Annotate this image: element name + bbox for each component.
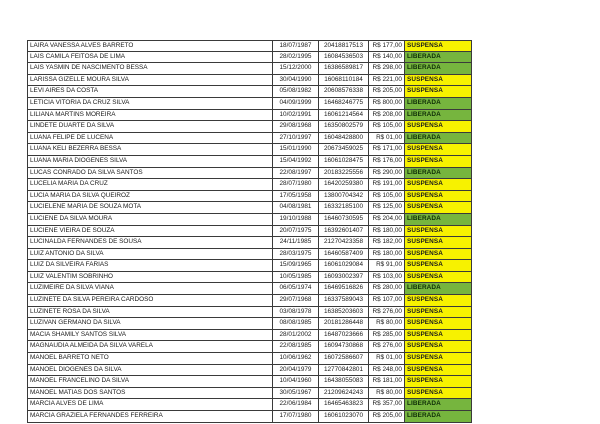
id-number-cell: 16048428800 (318, 133, 368, 144)
status-cell: SUSPENSA (404, 307, 472, 318)
table-row (27, 318, 472, 330)
id-number-cell: 16350802579 (318, 121, 368, 132)
birth-date-cell: 03/08/1978 (272, 307, 318, 318)
birth-date-cell: 28/07/1980 (272, 179, 318, 190)
status-cell: SUSPENSA (404, 249, 472, 260)
value-cell: R$ 171,00 (368, 144, 404, 155)
birth-date-cell: 05/08/1982 (272, 86, 318, 97)
id-number-cell: 16469516826 (318, 283, 368, 294)
birth-date-cell: 30/04/1990 (272, 75, 318, 86)
name-cell: LUZINETE DA SILVA PEREIRA CARDOSO (27, 295, 272, 306)
birth-date-cell: 04/08/1981 (272, 202, 318, 213)
birth-date-cell: 15/09/1965 (272, 260, 318, 271)
id-number-cell: 16094730868 (318, 341, 368, 352)
birth-date-cell: 28/01/2002 (272, 330, 318, 341)
status-cell: SUSPENSA (404, 202, 472, 213)
id-number-cell: 20608576338 (318, 86, 368, 97)
value-cell: R$ 208,00 (368, 110, 404, 121)
status-cell: SUSPENSA (404, 226, 472, 237)
status-cell: SUSPENSA (404, 41, 472, 51)
status-cell: SUSPENSA (404, 86, 472, 97)
id-number-cell: 16386589817 (318, 63, 368, 74)
name-cell: LAIS YASMIN DE NASCIMENTO BESSA (27, 63, 272, 74)
status-cell: SUSPENSA (404, 237, 472, 248)
value-cell: R$ 182,00 (368, 237, 404, 248)
name-cell: LILIANA MARTINS MOREIRA (27, 110, 272, 121)
spreadsheet-table (27, 40, 472, 423)
birth-date-cell: 24/11/1985 (272, 237, 318, 248)
value-cell: R$ 103,00 (368, 272, 404, 283)
status-cell: SUSPENSA (404, 353, 472, 364)
id-number-cell: 20673459025 (318, 144, 368, 155)
id-number-cell: 16438055083 (318, 376, 368, 387)
value-cell: R$ 285,00 (368, 330, 404, 341)
table-row (27, 110, 472, 122)
status-cell: LIBERADA (404, 283, 472, 294)
birth-date-cell: 15/01/1990 (272, 144, 318, 155)
table-row (27, 376, 472, 388)
status-cell: SUSPENSA (404, 191, 472, 202)
name-cell: LUCINALDA FERNANDES DE SOUSA (27, 237, 272, 248)
value-cell: R$ 125,00 (368, 202, 404, 213)
status-cell: SUSPENSA (404, 179, 472, 190)
table-row (27, 388, 472, 400)
table-row (27, 133, 472, 145)
id-number-cell: 16460730595 (318, 214, 368, 225)
name-cell: LUANA FELIPE DE LUCENA (27, 133, 272, 144)
table-row (27, 40, 472, 52)
status-cell: SUSPENSA (404, 75, 472, 86)
name-cell: LUZIVAN GERMANO DA SILVA (27, 318, 272, 329)
birth-date-cell: 08/08/1985 (272, 318, 318, 329)
name-cell: MANOEL DIOGENES DA SILVA (27, 365, 272, 376)
value-cell: R$ 204,00 (368, 214, 404, 225)
birth-date-cell: 10/05/1985 (272, 272, 318, 283)
birth-date-cell: 28/03/1975 (272, 249, 318, 260)
name-cell: LETICIA VITORIA DA CRUZ SILVA (27, 98, 272, 109)
id-number-cell: 16465463823 (318, 399, 368, 410)
id-number-cell: 20418817513 (318, 41, 368, 51)
status-cell: SUSPENSA (404, 365, 472, 376)
value-cell: R$ 248,00 (368, 365, 404, 376)
value-cell: R$ 276,00 (368, 341, 404, 352)
value-cell: R$ 290,00 (368, 168, 404, 179)
id-number-cell: 16093002397 (318, 272, 368, 283)
name-cell: LUCELIA MARIA DA CRUZ (27, 179, 272, 190)
table-row (27, 52, 472, 64)
id-number-cell: 16385203603 (318, 307, 368, 318)
status-cell: LIBERADA (404, 411, 472, 422)
id-number-cell: 12770842801 (318, 365, 368, 376)
table-row (27, 330, 472, 342)
table-row (27, 237, 472, 249)
id-number-cell: 16468246775 (318, 98, 368, 109)
birth-date-cell: 18/07/1987 (272, 41, 318, 51)
name-cell: LUANA MARIA DIOGENES SILVA (27, 156, 272, 167)
status-cell: SUSPENSA (404, 376, 472, 387)
value-cell: R$ 80,00 (368, 388, 404, 399)
table-row (27, 307, 472, 319)
id-number-cell: 16337589043 (318, 295, 368, 306)
id-number-cell: 16084536503 (318, 52, 368, 63)
status-cell: LIBERADA (404, 399, 472, 410)
name-cell: MANOEL BARRETO NETO (27, 353, 272, 364)
name-cell: LINDETE DUARTE DA SILVA (27, 121, 272, 132)
name-cell: LUIZ VALENTIM SOBRINHO (27, 272, 272, 283)
table-row (27, 191, 472, 203)
id-number-cell: 16061023070 (318, 411, 368, 422)
birth-date-cell: 22/08/1997 (272, 168, 318, 179)
status-cell: LIBERADA (404, 214, 472, 225)
id-number-cell: 20183225556 (318, 168, 368, 179)
table-row (27, 226, 472, 238)
value-cell: R$ 205,00 (368, 86, 404, 97)
birth-date-cell: 06/05/1974 (272, 283, 318, 294)
table-row (27, 63, 472, 75)
table-row (27, 121, 472, 133)
id-number-cell: 21209624243 (318, 388, 368, 399)
id-number-cell: 16420259380 (318, 179, 368, 190)
table-row (27, 202, 472, 214)
name-cell: LAIS CAMILA FEITOSA DE LIMA (27, 52, 272, 63)
status-cell: SUSPENSA (404, 272, 472, 283)
birth-date-cell: 22/06/1984 (272, 399, 318, 410)
id-number-cell: 16487023666 (318, 330, 368, 341)
table-row (27, 214, 472, 226)
birth-date-cell: 27/10/1997 (272, 133, 318, 144)
birth-date-cell: 20/04/1979 (272, 365, 318, 376)
table-row (27, 168, 472, 180)
birth-date-cell: 20/07/1975 (272, 226, 318, 237)
value-cell: R$ 105,00 (368, 191, 404, 202)
value-cell: R$ 01,00 (368, 353, 404, 364)
status-cell: LIBERADA (404, 110, 472, 121)
name-cell: LUCIENE DA SILVA MOURA (27, 214, 272, 225)
name-cell: LUIZ DA SILVEIRA FARIAS (27, 260, 272, 271)
id-number-cell: 13800704342 (318, 191, 368, 202)
id-number-cell: 20181286448 (318, 318, 368, 329)
status-cell: SUSPENSA (404, 156, 472, 167)
table-row (27, 283, 472, 295)
name-cell: MARCIA GRAZIELA FERNANDES FERREIRA (27, 411, 272, 422)
id-number-cell: 16072586607 (318, 353, 368, 364)
status-cell: SUSPENSA (404, 121, 472, 132)
value-cell: R$ 176,00 (368, 156, 404, 167)
status-cell: SUSPENSA (404, 330, 472, 341)
value-cell: R$ 180,00 (368, 226, 404, 237)
name-cell: LEVI AIRES DA COSTA (27, 86, 272, 97)
table-row (27, 179, 472, 191)
table-row (27, 365, 472, 377)
name-cell: LUIZ ANTONIO DA SILVA (27, 249, 272, 260)
table-row (27, 144, 472, 156)
birth-date-cell: 19/10/1988 (272, 214, 318, 225)
value-cell: R$ 800,00 (368, 98, 404, 109)
status-cell: LIBERADA (404, 98, 472, 109)
table-row (27, 260, 472, 272)
name-cell: LARISSA GIZELLE MOURA SILVA (27, 75, 272, 86)
name-cell: LUCAS CONRADO DA SILVA SANTOS (27, 168, 272, 179)
birth-date-cell: 17/05/1958 (272, 191, 318, 202)
id-number-cell: 16332185100 (318, 202, 368, 213)
birth-date-cell: 15/12/2000 (272, 63, 318, 74)
birth-date-cell: 28/02/1995 (272, 52, 318, 63)
name-cell: LUANA KELI BEZERRA BESSA (27, 144, 272, 155)
id-number-cell: 16460587409 (318, 249, 368, 260)
value-cell: R$ 298,00 (368, 63, 404, 74)
value-cell: R$ 221,00 (368, 75, 404, 86)
name-cell: MARCIA ALVES DE LIMA (27, 399, 272, 410)
status-cell: LIBERADA (404, 63, 472, 74)
status-cell: SUSPENSA (404, 144, 472, 155)
value-cell: R$ 177,00 (368, 41, 404, 51)
status-cell: SUSPENSA (404, 295, 472, 306)
status-cell: LIBERADA (404, 168, 472, 179)
birth-date-cell: 10/02/1991 (272, 110, 318, 121)
status-cell: SUSPENSA (404, 318, 472, 329)
name-cell: LUCIA MARIA DA SILVA QUEIROZ (27, 191, 272, 202)
id-number-cell: 16068110184 (318, 75, 368, 86)
value-cell: R$ 91,00 (368, 260, 404, 271)
birth-date-cell: 10/06/1962 (272, 353, 318, 364)
table-row (27, 295, 472, 307)
value-cell: R$ 276,00 (368, 307, 404, 318)
table-row (27, 75, 472, 87)
value-cell: R$ 105,00 (368, 121, 404, 132)
birth-date-cell: 04/09/1999 (272, 98, 318, 109)
birth-date-cell: 22/08/1985 (272, 341, 318, 352)
birth-date-cell: 29/07/1968 (272, 295, 318, 306)
name-cell: LUZIMEIRE DA SILVA VIANA (27, 283, 272, 294)
name-cell: MAGNAUDIA ALMEIDA DA SILVA VARELA (27, 341, 272, 352)
id-number-cell: 16061029084 (318, 260, 368, 271)
value-cell: R$ 01,00 (368, 133, 404, 144)
birth-date-cell: 10/04/1960 (272, 376, 318, 387)
name-cell: LAIRA VANESSA ALVES BARRETO (27, 41, 272, 51)
value-cell: R$ 107,00 (368, 295, 404, 306)
birth-date-cell: 29/08/1968 (272, 121, 318, 132)
status-cell: SUSPENSA (404, 341, 472, 352)
status-cell: SUSPENSA (404, 388, 472, 399)
status-cell: SUSPENSA (404, 260, 472, 271)
value-cell: R$ 205,00 (368, 411, 404, 422)
id-number-cell: 21270423358 (318, 237, 368, 248)
table-row (27, 98, 472, 110)
value-cell: R$ 80,00 (368, 318, 404, 329)
table-row (27, 341, 472, 353)
table-row (27, 86, 472, 98)
name-cell: MANOEL FRANCELINO DA SILVA (27, 376, 272, 387)
id-number-cell: 16392601407 (318, 226, 368, 237)
table-row (27, 353, 472, 365)
value-cell: R$ 191,00 (368, 179, 404, 190)
name-cell: MANOEL MATIAS DOS SANTOS (27, 388, 272, 399)
id-number-cell: 16061028475 (318, 156, 368, 167)
name-cell: LUZINETE ROSA DA SILVA (27, 307, 272, 318)
name-cell: LUCIELENE MARIA DE SOUZA MOTA (27, 202, 272, 213)
name-cell: MACIA SHAMILY SANTOS SILVA (27, 330, 272, 341)
value-cell: R$ 181,00 (368, 376, 404, 387)
table-row (27, 399, 472, 411)
birth-date-cell: 17/07/1980 (272, 411, 318, 422)
birth-date-cell: 30/05/1967 (272, 388, 318, 399)
value-cell: R$ 357,00 (368, 399, 404, 410)
table-row (27, 411, 472, 423)
id-number-cell: 16061214564 (318, 110, 368, 121)
name-cell: LUCIENE VIEIRA DE SOUZA (27, 226, 272, 237)
table-row (27, 249, 472, 261)
table-row (27, 272, 472, 284)
table-row (27, 156, 472, 168)
status-cell: LIBERADA (404, 133, 472, 144)
value-cell: R$ 280,00 (368, 283, 404, 294)
value-cell: R$ 180,00 (368, 249, 404, 260)
status-cell: LIBERADA (404, 52, 472, 63)
birth-date-cell: 15/04/1992 (272, 156, 318, 167)
value-cell: R$ 140,00 (368, 52, 404, 63)
